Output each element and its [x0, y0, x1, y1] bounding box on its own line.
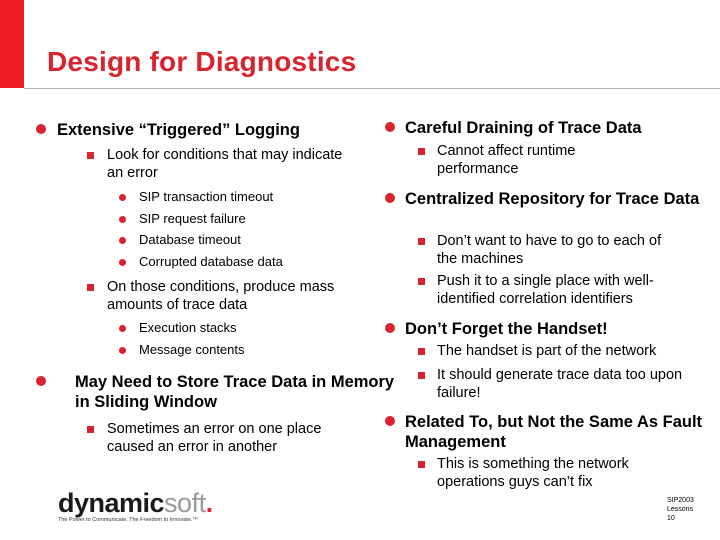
bullet-square-icon [418, 148, 425, 155]
list-item: SIP request failure [139, 211, 246, 226]
right-bullet-fault: Related To, but Not the Same As Fault Management [405, 413, 703, 451]
left-sub-conditions: Look for conditions that may indicate an error [107, 147, 343, 181]
bullet-dot-icon [385, 193, 395, 203]
slide-title: Design for Diagnostics [47, 46, 357, 77]
title-accent-bar [0, 0, 24, 88]
slide-footer [667, 496, 694, 523]
right-bullet-draining: Careful Draining of Trace Data [405, 119, 642, 137]
bullet-small-dot-icon [119, 237, 126, 244]
bullet-small-dot-icon [119, 347, 126, 354]
right-sub-performance: Cannot affect runtime performance [437, 143, 576, 177]
right-bullet-repository: Centralized Repository for Trace Data [405, 190, 700, 208]
bullet-square-icon [87, 284, 94, 291]
bullet-small-dot-icon [119, 259, 126, 266]
left-bullet-memory: May Need to Store Trace Data in Memory in Sliding Window [75, 373, 395, 411]
bullet-small-dot-icon [119, 194, 126, 201]
right-sub-machines: Don’t want to have to go to each of the machines [437, 233, 662, 267]
left-sub-trace: On those conditions, produce mass amounts of trace data [107, 279, 335, 313]
bullet-square-icon [418, 238, 425, 245]
footer-event: SIP2003 [667, 497, 694, 504]
right-sub-identifiers: Push it to a single place with well-identified correlation identifiers [437, 273, 654, 307]
right-bullet-handset: Don’t Forget the Handset! [405, 320, 608, 338]
bullet-square-icon [87, 426, 94, 433]
bullet-small-dot-icon [119, 325, 126, 332]
bullet-square-icon [418, 372, 425, 379]
bullet-small-dot-icon [119, 216, 126, 223]
bullet-dot-icon [36, 124, 46, 134]
bullet-dot-icon [385, 323, 395, 333]
bullet-dot-icon [385, 122, 395, 132]
bullet-dot-icon [36, 376, 46, 386]
logo-tagline: The Power to Communicate. The Freedom to Innovate.™ [58, 517, 198, 523]
bullet-square-icon [418, 278, 425, 285]
company-logo [58, 489, 213, 523]
bullet-square-icon [418, 461, 425, 468]
bullet-dot-icon [385, 416, 395, 426]
footer-title: Lessons [667, 506, 694, 513]
logo-wordmark: dynamicsoft. [58, 488, 213, 518]
right-sub-operations: This is something the network operations guys can’t fix [437, 456, 629, 490]
bullet-square-icon [87, 152, 94, 159]
right-sub-network: The handset is part of the network [437, 343, 657, 359]
page-number: 10 [667, 515, 675, 522]
left-bullet-logging: Extensive “Triggered” Logging [57, 121, 300, 139]
title-divider [24, 88, 720, 89]
list-item: Database timeout [139, 232, 241, 247]
list-item: Corrupted database data [139, 254, 283, 269]
bullet-square-icon [418, 348, 425, 355]
list-item: Message contents [139, 342, 245, 357]
right-sub-failure: It should generate trace data too upon failure! [437, 367, 683, 401]
list-item: Execution stacks [139, 320, 237, 335]
left-sub-error: Sometimes an error on one place caused an error in another [107, 421, 322, 455]
list-item: SIP transaction timeout [139, 189, 274, 204]
